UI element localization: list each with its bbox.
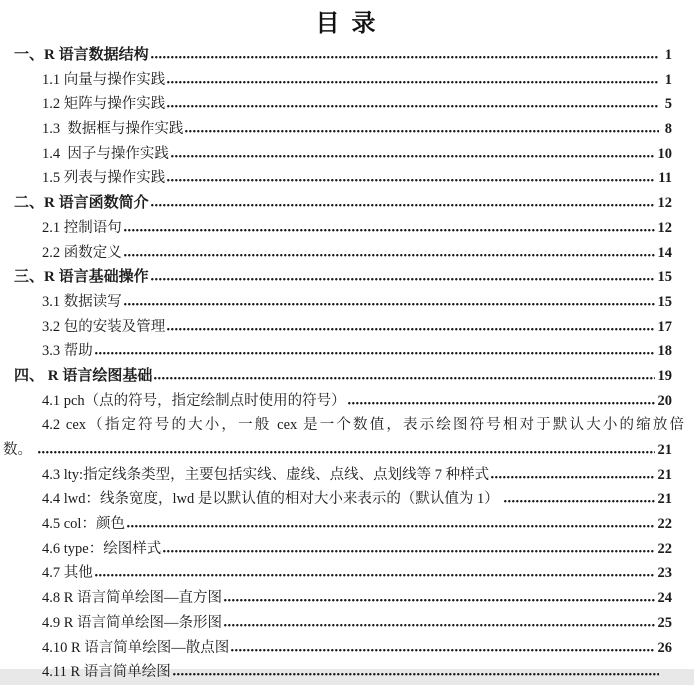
toc-entry-page: 15 [657,293,672,310]
toc-entry[interactable] [14,636,672,661]
toc-entry-page: 14 [657,244,672,261]
toc-entry[interactable] [14,117,672,142]
toc-entry-page: 11 [658,170,672,187]
toc-entry-label: 4.5 col：颜色 [42,516,125,533]
toc-entry-label: 数。 [3,442,36,458]
toc-entry-page: 26 [657,639,672,656]
dot-leader [167,327,654,331]
toc-entry[interactable] [3,438,672,463]
dot-leader [95,573,655,577]
toc-entry[interactable] [14,43,672,68]
toc-entry[interactable] [14,166,672,191]
toc-entry[interactable] [14,537,672,562]
toc-entry-label: 1.3 数据框与操作实践 [42,121,184,138]
toc-entry-page: 22 [657,540,672,557]
toc-entry[interactable] [14,389,672,414]
dot-leader [231,648,654,652]
dot-leader [154,376,654,380]
dot-leader [173,672,659,676]
dot-leader [224,623,654,627]
toc-entry-label: 2.2 函数定义 [42,244,122,261]
toc-entry[interactable] [14,561,672,586]
toc-entry-page: 20 [657,392,672,409]
toc-entry[interactable] [14,512,672,537]
toc-entry-page: 1 [664,47,672,63]
dot-leader [124,302,655,306]
toc-entry-partial[interactable] [14,660,672,685]
dot-leader [224,598,654,602]
toc-entry-page: 17 [657,318,672,335]
toc-entry[interactable] [14,364,672,389]
toc-entry-label: 1.2 矩阵与操作实践 [42,96,166,113]
dot-leader [504,499,654,503]
toc-entry-label: 4.3 lty:指定线条类型，主要包括实线、虚线、点线、点划线等 7 种样式 [42,466,490,483]
dot-leader [163,549,654,553]
toc-entry-label: 四、 R 语言绘图基础 [14,367,153,384]
toc-entry-label: 二、R 语言函数简介 [14,195,149,212]
toc-entry[interactable] [14,487,672,512]
toc-entry-page: 1 [664,71,672,88]
toc-entry[interactable] [14,241,672,266]
dot-leader [185,129,659,133]
toc-entry-page: 12 [657,195,672,212]
toc [0,43,694,685]
dot-leader [38,450,655,454]
dot-leader [491,475,654,479]
toc-entry-page: 25 [657,614,672,631]
toc-entry-page: 21 [657,442,672,458]
dot-leader [167,104,659,108]
toc-entry[interactable] [14,339,672,364]
toc-entry[interactable] [14,290,672,315]
toc-entry[interactable] [14,92,672,117]
dot-leader [95,351,655,355]
toc-entry-label: 4.11 R 语言简单绘图 [42,664,171,681]
toc-entry-label: 1.1 向量与操作实践 [42,71,166,88]
toc-entry-label: 4.4 lwd：线条宽度，lwd 是以默认值的相对大小来表示的（默认值为 1） [42,491,503,508]
toc-entry-label: 1.5 列表与操作实践 [42,170,166,187]
toc-entry-label: 2.1 控制语句 [42,219,122,236]
toc-entry[interactable] [14,463,672,488]
toc-entry-label: 4.9 R 语言简单绘图—条形图 [42,614,223,631]
toc-entry[interactable] [14,142,672,167]
dot-leader [151,203,655,207]
dot-leader [171,154,655,158]
toc-entry-label: 4.10 R 语言简单绘图—散点图 [42,639,230,656]
toc-entry-label: 3.1 数据读写 [42,293,122,310]
toc-entry[interactable] [14,413,684,438]
dot-leader [348,401,655,405]
toc-entry-label: 4.8 R 语言简单绘图—直方图 [42,590,223,607]
toc-entry-label: 3.2 包的安装及管理 [42,318,166,335]
toc-entry-label: 4.6 type：绘图样式 [42,540,162,557]
toc-entry[interactable] [14,586,672,611]
toc-entry-page: 24 [657,590,672,607]
toc-entry-label: 4.2 cex（指定符号的大小，一般 cex 是一个数值，表示绘图符号相对于默认大小的缩放倍 [42,417,684,434]
toc-entry[interactable] [14,315,672,340]
toc-entry-page: 15 [657,269,672,286]
toc-entry[interactable] [14,191,672,216]
toc-entry-page: 10 [657,145,672,162]
toc-entry-label: 4.1 pch（点的符号，指定绘制点时使用的符号） [42,392,346,409]
toc-entry-label: 3.3 帮助 [42,343,93,360]
toc-entry[interactable] [14,216,672,241]
dot-leader [167,178,655,182]
toc-entry[interactable] [14,265,672,290]
toc-entry-page: 22 [657,516,672,533]
page-title: 目 录 [315,11,379,37]
toc-entry-page: 5 [664,96,672,113]
dot-leader [167,80,659,84]
dot-leader [151,277,655,281]
toc-entry-label: 1.4 因子与操作实践 [42,145,169,162]
toc-entry-label: 三、R 语言基础操作 [14,269,149,286]
toc-entry-page: 23 [657,565,672,582]
dot-leader [124,228,655,232]
toc-entry[interactable] [14,68,672,93]
dot-leader [127,524,655,528]
toc-entry-page: 21 [657,491,672,508]
toc-entry[interactable] [14,611,672,636]
toc-entry-page: 8 [664,121,672,138]
toc-entry-label: 4.7 其他 [42,565,93,582]
toc-entry-page: 19 [657,367,672,384]
toc-entry-page: 18 [657,343,672,360]
dot-leader [151,55,659,59]
toc-entry-page: 12 [657,219,672,236]
toc-entry-label: 一、R 语言数据结构 [14,47,149,63]
toc-entry-page: 21 [657,466,672,483]
dot-leader [124,253,655,257]
